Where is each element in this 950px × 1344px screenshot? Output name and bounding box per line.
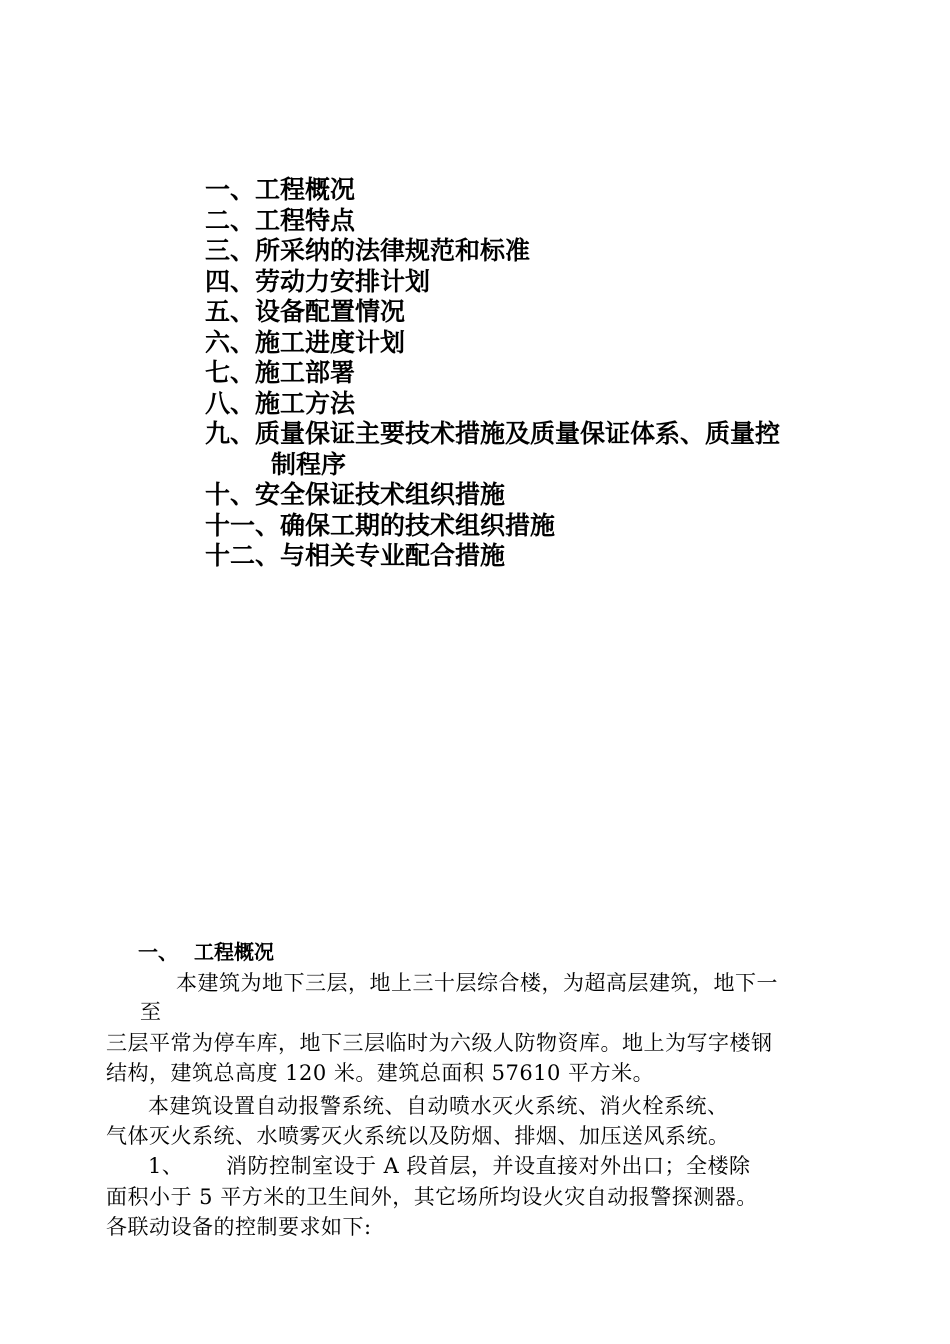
toc-item: 八、施工方法	[205, 388, 356, 418]
paragraph-line: 消防控制室设于 A 段首层，并设直接对外出口；全楼除	[226, 1154, 751, 1178]
toc-item: 十二、与相关专业配合措施	[205, 541, 506, 570]
paragraph-line: 本建筑设置自动报警系统、自动喷水灭火系统、消火栓系统、	[148, 1094, 729, 1118]
toc-item: 六、施工进度计划	[205, 327, 406, 357]
paragraph-line: 气体灭火系统、水喷雾灭火系统以及防烟、排烟、加压送风系统。	[106, 1124, 730, 1148]
section-title: 工程概况	[194, 940, 274, 964]
paragraph-line: 结构，建筑总高度 120 米。建筑总面积 57610 平方米。	[106, 1061, 655, 1085]
toc-item: 七、施工部署	[205, 358, 356, 387]
paragraph-line: 各联动设备的控制要求如下:	[106, 1215, 372, 1239]
toc-item: 九、质量保证主要技术措施及质量保证体系、质量控	[205, 419, 781, 448]
toc-item: 三、所采纳的法律规范和标准	[205, 236, 531, 265]
toc-item: 五、设备配置情况	[205, 297, 406, 326]
paragraph-line: 三层平常为停车库，地下三层临时为六级人防物资库。地上为写字楼钢	[106, 1031, 773, 1055]
paragraph-line: 本建筑为地下三层，地上三十层综合楼，为超高层建筑，地下一	[176, 971, 778, 995]
toc-item: 一、工程概况	[205, 175, 356, 204]
toc-item: 二、工程特点	[205, 205, 356, 235]
section-number: 一、	[138, 940, 178, 964]
toc-item-continuation: 制程序	[271, 449, 347, 479]
toc-item: 十一、确保工期的技术组织措施	[205, 510, 556, 540]
toc-item: 十、安全保证技术组织措施	[205, 480, 506, 509]
toc-item: 四、劳动力安排计划	[205, 266, 431, 296]
list-number: 1、	[148, 1154, 184, 1178]
paragraph-line: 面积小于 5 平方米的卫生间外，其它场所均设火灾自动报警探测器。	[106, 1185, 758, 1209]
paragraph-line: 至	[140, 1000, 162, 1024]
